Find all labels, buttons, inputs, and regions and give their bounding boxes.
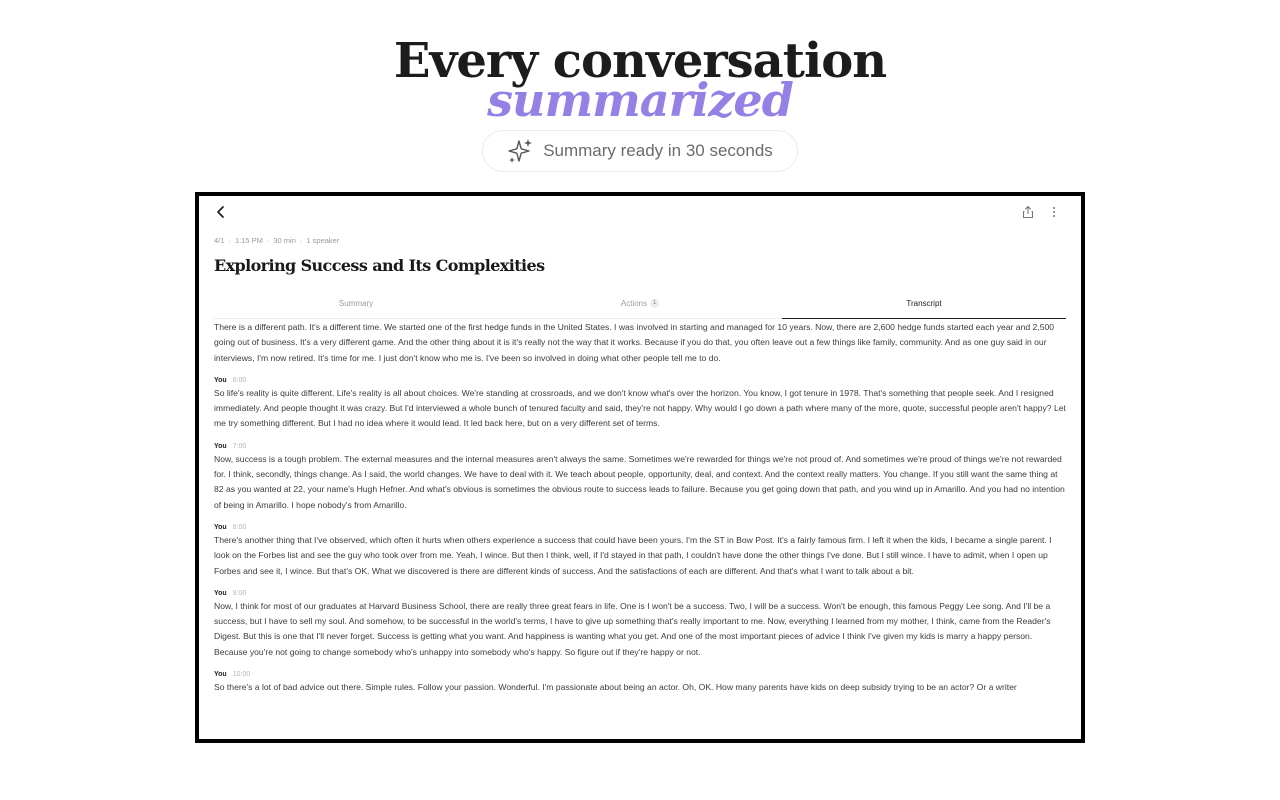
speaker-line (214, 523, 1066, 533)
speaker-name: You (214, 442, 227, 450)
speaker-name: You (214, 376, 227, 384)
tab-label: Summary (338, 299, 374, 308)
summary-ready-text: Summary ready in 30 seconds (543, 141, 773, 160)
more-vertical-icon[interactable] (1047, 205, 1061, 219)
transcript-text: Now, success is a tough problem. The external measures and the internal measures aren't always the same. Sometimes we're rewarded for things we're not proud of. And sometimes we're proud of things we're not rewarded for. I think, secondly, things change. As I said, the world changes. We have to deal with it. We teach about people, opportunity, deal, and context. And the context really matters. You change. If you still want the same thing at 82 as you wanted at 22, your name's Hugh Hefner. And what's obvious is sometimes the obvious route to success leads to failure. Because you get going down that path, and you wind up in Amarillo. And you had no intention of being in Amarillo. I hope nobody's from Amarillo. (214, 453, 1065, 510)
hero-title: Every conversation (393, 33, 887, 89)
summary-ready-pill (482, 130, 798, 172)
tab-actions[interactable] (498, 294, 782, 318)
speaker-name: You (214, 523, 227, 531)
tab-label: Actions (620, 299, 648, 308)
share-icon[interactable] (1021, 205, 1035, 219)
tab-bar (214, 294, 1066, 319)
speaker-name: You (214, 671, 227, 679)
meta-date: 4/1 (214, 236, 225, 245)
app-window (195, 192, 1085, 743)
meta-duration: 30 min (273, 236, 296, 245)
top-bar (199, 196, 1081, 232)
speaker-line (214, 442, 1066, 452)
transcript-body (214, 320, 1066, 695)
timestamp: 7:00 (232, 442, 247, 450)
tab-label: Transcript (906, 299, 942, 308)
meta-separator: · (266, 236, 270, 245)
transcript-text: There is a different path. It's a different time. We started one of the first hedge funds in the United States. I was involved in starting and managed for 10 years. Now, there are 2,600 hedge funds started each year and 2,500 going out of business. It's a very different game. And the other thing about it is it's really not the way that it works. Because if you do that, you often leave out a few things like family, community. And as one guy said in our interviews, I'm now retired. It's time for me. I just don't know who me is. I've been so involved in doing what other people tell me to do. (214, 322, 1055, 363)
transcript-text: So there's a lot of bad advice out there. Simple rules. Follow your passion. Wonderful. I'm passionate about being an actor. Oh, OK. How many parents have kids on deep subsidy trying to be an actor? Or a writer (214, 682, 1017, 693)
transcript-text: So life's reality is quite different. Life's reality is all about choices. We're standing at crossroads, and we don't know what's over the horizon. You know, I got tenure in 1978. That's something that people seek. And I resigned immediately. And people thought it was crazy. But I'd interviewed a whole bunch of tenured faculty and said, they're not happy. Why would I go down a path where many of the more, quote, successful people aren't happy? Let me try something different. But I had no idea where it would lead. It led back here, but on a very different set of terms. (214, 387, 1066, 429)
speaker-name: You (214, 589, 227, 597)
meta-separator: · (299, 236, 303, 245)
sparkles-icon (507, 137, 535, 165)
transcript-text: There's another thing that I've observed, which often it hurts when others experience a success that could have been yours. I'm the ST in Bow Post. It's a fairly famous firm. I left it when the kids, I became a single parent. I look on the Forbes list and see the guy who took over from me. Yeah, I wince. But then I think, well, if I'd stayed in that path, I couldn't have done the other things I've done. But I still wince. I have to admit, when I open up Forbes and see it, I wince. But that's OK. What we discovered is there are different kinds of success. And the satisfactions of each are different. And that's what I want to talk about a bit. (214, 534, 1052, 576)
transcript-entry (214, 376, 1066, 432)
speaker-line (214, 670, 1066, 680)
transcript-entry (214, 670, 1066, 695)
timestamp: 8:00 (232, 523, 247, 531)
speaker-line (214, 376, 1066, 386)
meta-separator: · (228, 236, 231, 245)
timestamp: 10:00 (232, 671, 251, 679)
timestamp: 9:00 (232, 589, 247, 597)
tab-transcript[interactable] (782, 294, 1066, 318)
meta-time: 1:15 PM (234, 236, 263, 245)
transcript-text: Now, I think for most of our graduates at Harvard Business School, there are really three great fears in life. One is I won't be a success. Two, I will be a success. Won't be enough, this famous Peggy Lee song. And I'll be a success, but I have to sell my soul. And somehow, to be successful in the world's terms, I have to give up something that's really important to me. Now, everything I learned from my mother, I think, came from the Reader's Digest. But this is one that I'll never forget. Success is getting what you want. And happiness is wanting what you get. And one of the most important pieces of advice I think I've given my kids is marry a happy person. Because you're not going to change somebody who's unhappy into somebody who's happy. So figure out if they're happy or not. (214, 600, 1051, 657)
meta-info (214, 236, 339, 245)
page-title: Exploring Success and Its Complexities (214, 256, 545, 275)
actions-count-badge: 1 (650, 299, 659, 308)
tab-summary[interactable] (214, 294, 498, 318)
transcript-entry (214, 523, 1066, 579)
transcript-entry (214, 589, 1066, 660)
chevron-left-icon[interactable] (213, 204, 229, 220)
speaker-line (214, 589, 1066, 599)
meta-speakers: 1 speaker (306, 236, 340, 245)
transcript-entry (214, 442, 1066, 513)
hero-subtitle: summarized (487, 73, 793, 127)
timestamp: 6:00 (232, 376, 247, 384)
